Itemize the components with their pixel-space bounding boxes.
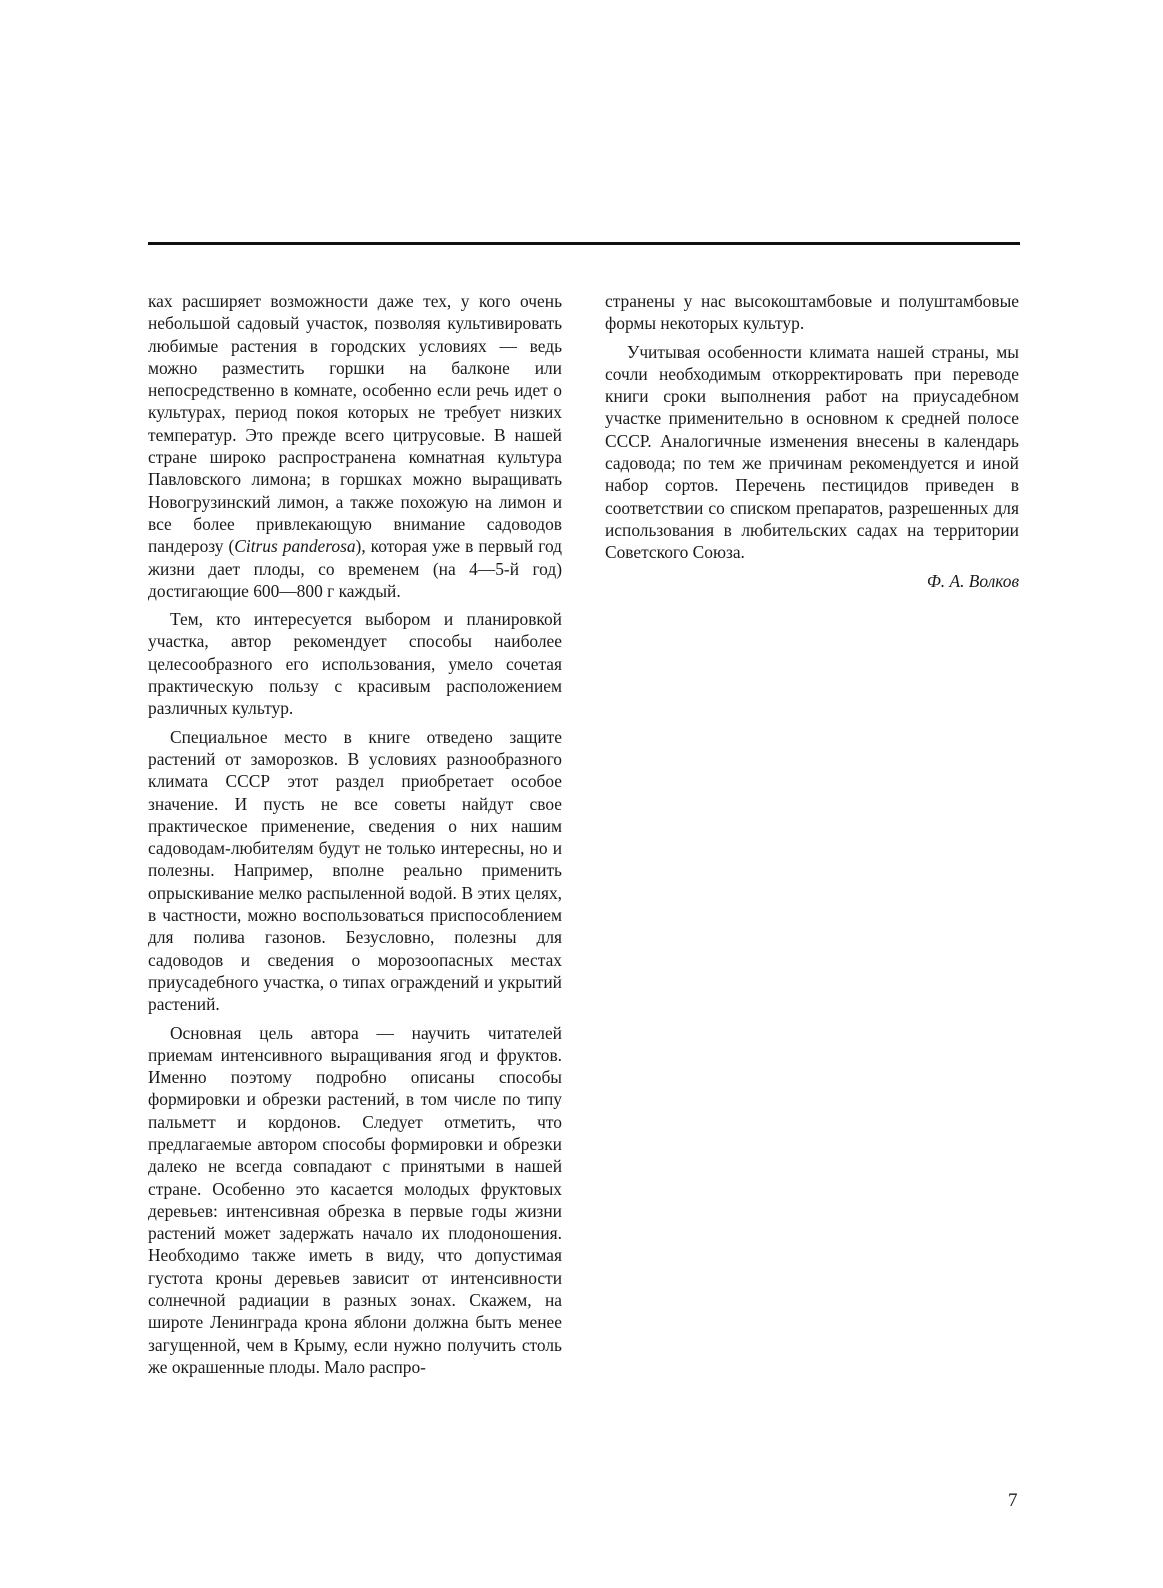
paragraph: Тем, кто интересуется выбором и планировкой участка, автор рекомендует способы наиболее целесообразного его использования, умело сочетая практическую пользу с красивым расположением различных культур. <box>148 609 562 719</box>
right-column <box>605 290 1019 598</box>
header-rule <box>148 242 1020 245</box>
paragraph: Специальное место в книге отведено защите растений от заморозков. В условиях разнообразного климата СССР этот раздел приобретает особое значение. И пусть не все советы найдут свое практическое применение, сведения о них нашим садоводам-любителям будут не только интересны, но и полезны. Например, вполне реально применить опрыскивание мелко распыленной водой. В этих целях, в частности, можно воспользоваться приспособлением для полива газонов. Безусловно, полезны для садоводов и сведения о морозоопасных местах приусадебного участка, о типах ограждений и укрытий растений. <box>148 726 562 1015</box>
latin-name: Citrus panderosa <box>234 536 356 557</box>
paragraph: странены у нас высокоштамбовые и полуштамбовые формы некоторых культур. <box>605 291 1019 334</box>
left-column <box>148 290 562 1384</box>
author-signature: Ф. А. Волков <box>926 570 1019 591</box>
paragraph: ках расширяет возможности даже тех, у кого очень небольшой садовый участок, позволяя культивировать любимые растения в городских условиях — ведь можно разместить горшки на балконе или непосредственно в комнате, особенно если речь идет о культурах, период покоя которых не требует низких температур. Это прежде всего цитрусовые. В нашей стране широко распространена комнатная культура Павловского лимона; в горшках можно выращивать Новогрузинский лимон, а также похожую на лимон и все более привлекающую внимание садоводов пандерозу (Citrus panderosa), которая уже в первый год жизни дает плоды, со временем (на 4—5-й год) достигающие 600—800 г каждый. <box>148 291 562 601</box>
page-number: 7 <box>1008 1490 1018 1511</box>
paragraph: Учитывая особенности климата нашей страны, мы сочли необходимым откорректировать при переводе книги сроки выполнения работ на приусадебном участке применительно в основном к средней полосе СССР. Аналогичные изменения внесены в календарь садовода; по тем же причинам рекомендуется и иной набор сортов. Перечень пестицидов приведен в соответствии со списком препаратов, разрешенных для использования в любительских садах на территории Советского Союза. <box>605 341 1019 563</box>
paragraph: Основная цель автора — научить читателей приемам интенсивного выращивания ягод и фруктов. Именно поэтому подробно описаны способы формировки и обрезки растений, в том числе по типу пальметт и кордонов. Следует отметить, что предлагаемые автором способы формировки и обрезки далеко не всегда совпадают с принятыми в нашей стране. Особенно это касается молодых фруктовых деревьев: интенсивная обрезка в первые годы жизни растений может задержать начало их плодоношения. Необходимо также иметь в виду, что допустимая густота кроны деревьев зависит от интенсивности солнечной радиации в разных зонах. Скажем, на широте Ленинграда крона яблони должна быть менее загущенной, чем в Крыму, если нужно получить столь же окрашенные плоды. Мало распро- <box>148 1022 562 1377</box>
